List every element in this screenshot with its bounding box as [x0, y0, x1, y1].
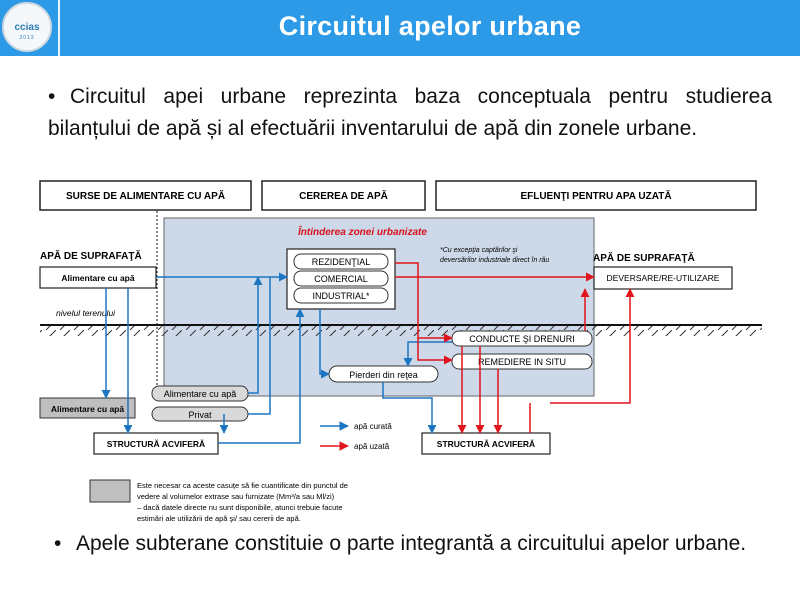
footnote-line-2: deversărilor industriale direct în râu — [440, 257, 550, 264]
logo-year: 2013 — [19, 35, 35, 41]
header-effluents-label: EFLUENŢI PENTRU APA UZATĂ — [520, 191, 672, 202]
demand-industrial-label: INDUSTRIAL* — [312, 291, 370, 301]
ground-supply-rounded-label: Alimentare cu apă — [163, 389, 237, 399]
network-losses-label: Pierderi din reţea — [349, 370, 418, 380]
ground-supply-gray-label: Alimentare cu apă — [50, 404, 125, 414]
note-line-2: vedere al volumelor extrase sau furnizate (Mm³/a sau Ml/zi) — [137, 492, 335, 501]
bullet-dot: • — [54, 532, 62, 555]
urban-zone-label: Întinderea zonei urbanizate — [298, 227, 427, 238]
note-gray-swatch — [90, 480, 130, 502]
demand-commercial-label: COMERCIAL — [314, 274, 368, 284]
bullet-dot: • — [48, 85, 56, 108]
header-demand-label: CEREREA DE APĂ — [299, 191, 388, 202]
note-line-3: – dacă datele directe nu sunt disponibile, atunci trebuie facute — [137, 503, 343, 512]
bullet-2 — [54, 528, 778, 560]
aquifer-right-label: STRUCTURĂ ACVIFERĂ — [436, 439, 536, 449]
remediation-label: REMEDIERE IN SITU — [477, 357, 567, 367]
pipes-label: CONDUCTE ŞI DRENURI — [469, 334, 575, 344]
note-line-4: estimări ale utilizării de apă şi/ sau cererii de apă. — [137, 514, 301, 523]
footnote-line-1: *Cu excepţia captărilor şi — [440, 247, 518, 254]
ground-level-label: nivelul terenului — [56, 308, 116, 318]
ground-hatch — [40, 325, 762, 336]
header-sources-label: SURSE DE ALIMENTARE CU APĂ — [65, 191, 226, 202]
demand-residential-label: REZIDENŢIAL — [311, 257, 371, 267]
aquifer-left-label: STRUCTURĂ ACVIFERĂ — [106, 439, 206, 449]
surface-water-right-label: APĂ DE SUPRAFAŢĂ — [593, 253, 695, 264]
slide-title: Circuitul apelor urbane — [278, 11, 582, 41]
bullet-1-text: Circuitul apei urbane reprezinta baza conceptuala pentru studierea bilanțului de apă și al efectuării inventarului de apă din zonele urbane. — [48, 85, 772, 140]
surface-water-left-label: APĂ DE SUPRAFAŢĂ — [40, 251, 142, 262]
logo-text: ccias — [14, 22, 40, 33]
legend-clean-label: apă curată — [354, 422, 392, 431]
legend-waste-label: apă uzată — [354, 442, 390, 451]
note-line-1: Este necesar ca aceste casuțe să fie cuantificate din punctul de — [137, 481, 348, 490]
surface-supply-label: Alimentare cu apă — [61, 273, 135, 283]
discharge-label: DEVERSARE/RE-UTILIZARE — [606, 273, 720, 283]
bullet-2-text: Apele subterane constituie o parte integrantă a circuitului apelor urbane. — [76, 532, 747, 555]
private-label: Privat — [188, 410, 212, 420]
